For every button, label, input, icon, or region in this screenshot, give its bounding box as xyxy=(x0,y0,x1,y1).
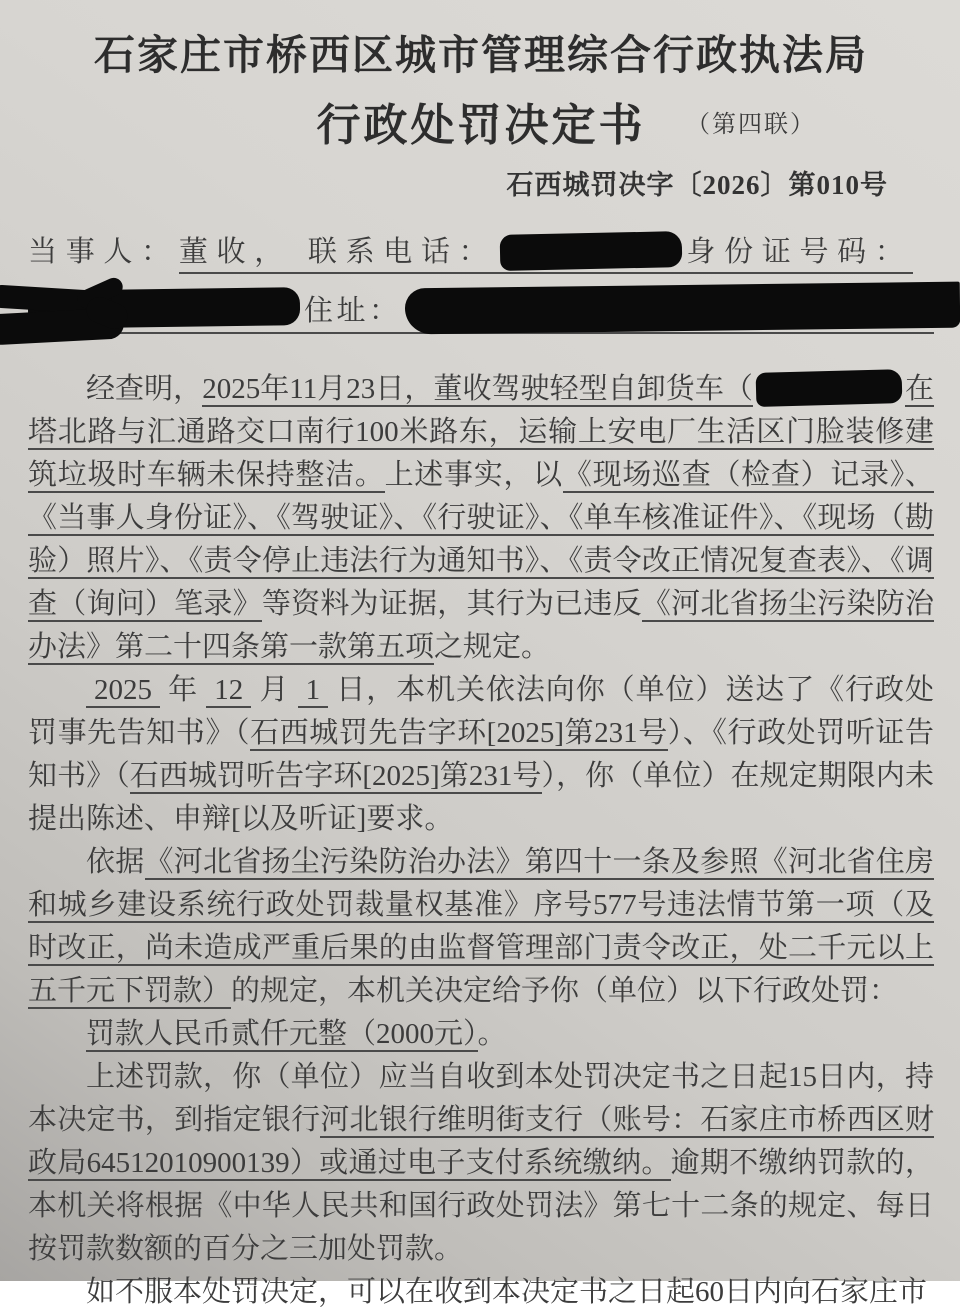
paragraph-payment xyxy=(28,1056,934,1271)
filled-ref-number: 石西城罚听告字环[2025]第231号 xyxy=(129,760,542,792)
text-segment: 。 xyxy=(477,1018,507,1050)
text-segment: 的规定，本机关决定给予你（单位）以下行政处罚： xyxy=(231,975,899,1007)
copy-number-label: （第四联） xyxy=(686,112,816,138)
text-segment: 如不服本处罚决定，可以在收到本决定书之日起60日内向石家庄市 xyxy=(86,1276,928,1308)
text-segment: 逾期不缴纳罚款的，本机关将根据《中华人民共和国行政处罚法》第七十二条的规定、每日按罚款数额的百分之三加处罚款。 xyxy=(28,1147,934,1265)
filled-segment: 2025年11月23日，董收驾驶轻型自卸货车（ xyxy=(202,373,753,405)
text-segment: ）、《行政处罚听证告知书》（ xyxy=(28,717,934,792)
agency-title: 石家庄市桥西区城市管理综合行政执法局 xyxy=(94,32,868,78)
party-name-phone: 董收， 联系电话： xyxy=(178,236,497,268)
phone-redaction-mark xyxy=(500,231,683,271)
filled-year: 2025 xyxy=(86,674,160,708)
plate-redaction-mark xyxy=(756,369,903,407)
decision-body xyxy=(28,368,934,1314)
paragraph-findings xyxy=(28,368,934,669)
text-segment: 依据 xyxy=(86,846,145,878)
filled-segment: 在塔北路与汇通路交口南行100米路东，运输上安电厂生活区门脸装修建筑垃圾时车辆未保持整洁。 xyxy=(28,373,934,491)
filled-segment: 《河北省扬尘污染防治办法》第四十一条及参照《河北省住房和城乡建设系统行政处罚裁量权基准》序号577号违法情节第一项（及时改正，尚未造成严重后果的由监督管理部门责令改正，处二千元以上五千元下罚款） xyxy=(28,846,934,1007)
text-segment: 经查明， xyxy=(86,373,203,405)
doc-number: 石西城罚决字〔2026〕第010号 xyxy=(506,170,888,200)
document-title-row xyxy=(28,89,934,149)
address-label: 住址： xyxy=(304,294,402,327)
paragraph-legal-basis xyxy=(28,841,934,1013)
address-line xyxy=(28,284,934,334)
text-segment: 年 xyxy=(160,674,207,706)
filled-segment: 《河北省扬尘污染防治办法》第二十四条第一款第五项 xyxy=(28,588,934,663)
document-title: 行政处罚决定书 xyxy=(316,101,646,150)
filled-ref-number: 石西城罚先告字环[2025]第231号 xyxy=(250,717,668,749)
text-segment: 之规定。 xyxy=(434,631,551,663)
text-segment: 上述罚款，你（单位）应当自收到本处罚决定书之日起15日内，持本决定书，到指定银行 xyxy=(28,1061,934,1136)
filled-month: 12 xyxy=(206,674,251,708)
party-label: 当事人： xyxy=(28,236,179,268)
party-fill-line xyxy=(179,236,913,274)
text-segment: 等资料为证据，其行为已违反 xyxy=(261,588,642,620)
filled-segment: 河北银行维明街支行（账号：石家庄市桥西区财政局64512010900139）或通过电子支付系统缴纳。 xyxy=(28,1104,934,1179)
party-line xyxy=(28,232,934,272)
party-section xyxy=(28,232,934,334)
paragraph-notification xyxy=(28,669,934,841)
text-segment: 日，本机关依法向你（单位）送达了《行政处罚事先告知书》（ xyxy=(28,674,934,749)
text-segment: 上述事实，以 xyxy=(384,459,563,491)
text-segment: ），你（单位）在规定期限内未提出陈述、申辩[以及听证]要求。 xyxy=(28,760,934,835)
filled-day: 1 xyxy=(298,674,329,708)
paragraph-appeal xyxy=(28,1271,934,1314)
text-segment: 月 xyxy=(251,674,298,706)
idcard-label: 身份证号码： xyxy=(686,236,913,268)
filled-segment: 《现场巡查（检查）记录》、《当事人身份证》、《驾驶证》、《行驶证》、《单车核准证件》、《现场（勘验）照片》、《责令停止违法行为通知书》、《责令改正情况复查表》、《调查（询问）笔录》 xyxy=(28,459,934,620)
paragraph-penalty-amount xyxy=(28,1013,934,1056)
address-redaction-mark xyxy=(405,282,960,335)
filled-segment: 罚款人民币贰仟元整（2000元） xyxy=(86,1018,478,1050)
